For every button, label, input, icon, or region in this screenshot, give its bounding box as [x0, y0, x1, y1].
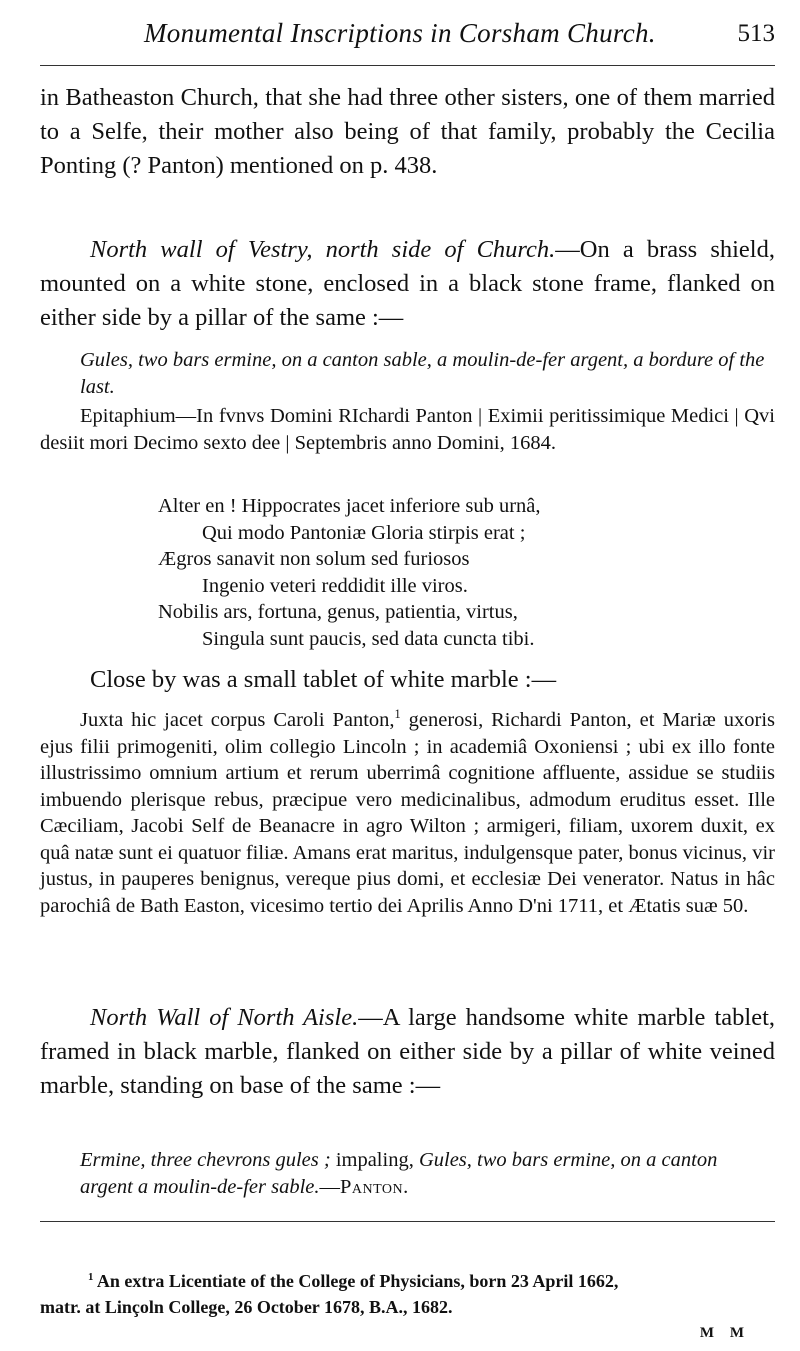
footnote-rule [40, 1221, 775, 1222]
vestry-description: —On a brass shield, mounted on a white stone, enclosed in a black stone frame, flanked on either side by a pillar of the same :— [40, 236, 775, 331]
footnote-mark: 1 [88, 1271, 94, 1283]
verse-line: Qui modo Pantoniæ Gloria stirpis erat ; [202, 521, 526, 544]
verse-line: Ingenio veteri reddidit ille viros. [202, 574, 468, 597]
signature-mark: M M [699, 1325, 750, 1341]
verse-line: Alter en ! Hippocrates jacet inferiore sub urnâ, [158, 495, 541, 517]
verse-line: Ægros sanavit non solum sed furiosos [158, 548, 470, 570]
header-rule [40, 65, 775, 66]
tablet-intro: Close by was a small tablet of white marble :— [90, 666, 557, 693]
epitaph-verse [158, 493, 758, 652]
tablet-inscription: Juxta hic jacet corpus Caroli Panton,$^1$ generosi, Richardi Panton, et Mariæ uxoris ejus filii primogeniti, olim collegio Lincoln ; in academiâ Oxoniensi ; ubi ex illo fonte illustrissimo omnium artium et rerum uberrimâ cognitione affluente, assidue se studiis imbuendo plerisque rebus, præcipue vero medicinalibus, admodum eruditus esset. Ille Cæciliam, Jacobi Self de Beanacre in agro Wilton ; armigeri, filiam, uxorem duxit, ex quâ natæ sunt ei quatuor filiæ. Amans erat maritus, indulgensque pater, bonus vicinus, vir justus, in pauperes benignus, vereque pius domi, et ecclesiæ Dei venerator. Natus in hâc parochiâ de Bath Easton, vicesimo tertio dei Aprilis Anno D'ni 1711, et Ætatis suæ 50. [40, 707, 775, 917]
aisle-section [40, 1001, 775, 1103]
aisle-description: —A large handsome white marble tablet, framed in black marble, flanked on either side by a pillar of white veined marble, standing on base of the same :— [40, 1004, 775, 1099]
footnote-ref: 1 [394, 707, 401, 722]
aisle-arms: Ermine, three chevrons gules ; impaling, Gules, two bars ermine, on a canton argent a moulin-de-fer sable.—Panton. [80, 1149, 718, 1198]
footnote: $^1$ An extra Licentiate of the College of Physicians, born 23 April 1662, matr. at Linçoln College, 26 October 1678, B.A., 1682. [40, 1271, 619, 1317]
running-title: Monumental Inscriptions in Corsham Church. [144, 18, 656, 48]
family-name: Panton. [340, 1175, 409, 1198]
vestry-epitaph: Epitaphium—In fvnvs Domini RIchardi Panton | Eximii peritissimique Medici | Qvi desiit mori Decimo sexto dee | Septembris anno Domini, 1684. [40, 405, 775, 454]
paragraph-continuation: in Batheaston Church, that she had three other sisters, one of them married to a Selfe, their mother also being of that family, probably the Cecilia Ponting (? Panton) mentioned on p. 438. [40, 84, 775, 179]
page-header [40, 18, 775, 58]
vestry-arms: Gules, two bars ermine, on a canton sable, a moulin-de-fer argent, a bordure of the last. [80, 349, 765, 398]
verse-line: Nobilis ars, fortuna, genus, patientia, virtus, [158, 601, 518, 623]
aisle-heading: North Wall of North Aisle. [90, 1004, 359, 1031]
verse-line: Singula sunt paucis, sed data cuncta tibi. [202, 627, 535, 650]
vestry-section [40, 233, 775, 335]
page-number: 513 [737, 20, 775, 47]
vestry-heading: North wall of Vestry, north side of Church. [90, 236, 556, 263]
